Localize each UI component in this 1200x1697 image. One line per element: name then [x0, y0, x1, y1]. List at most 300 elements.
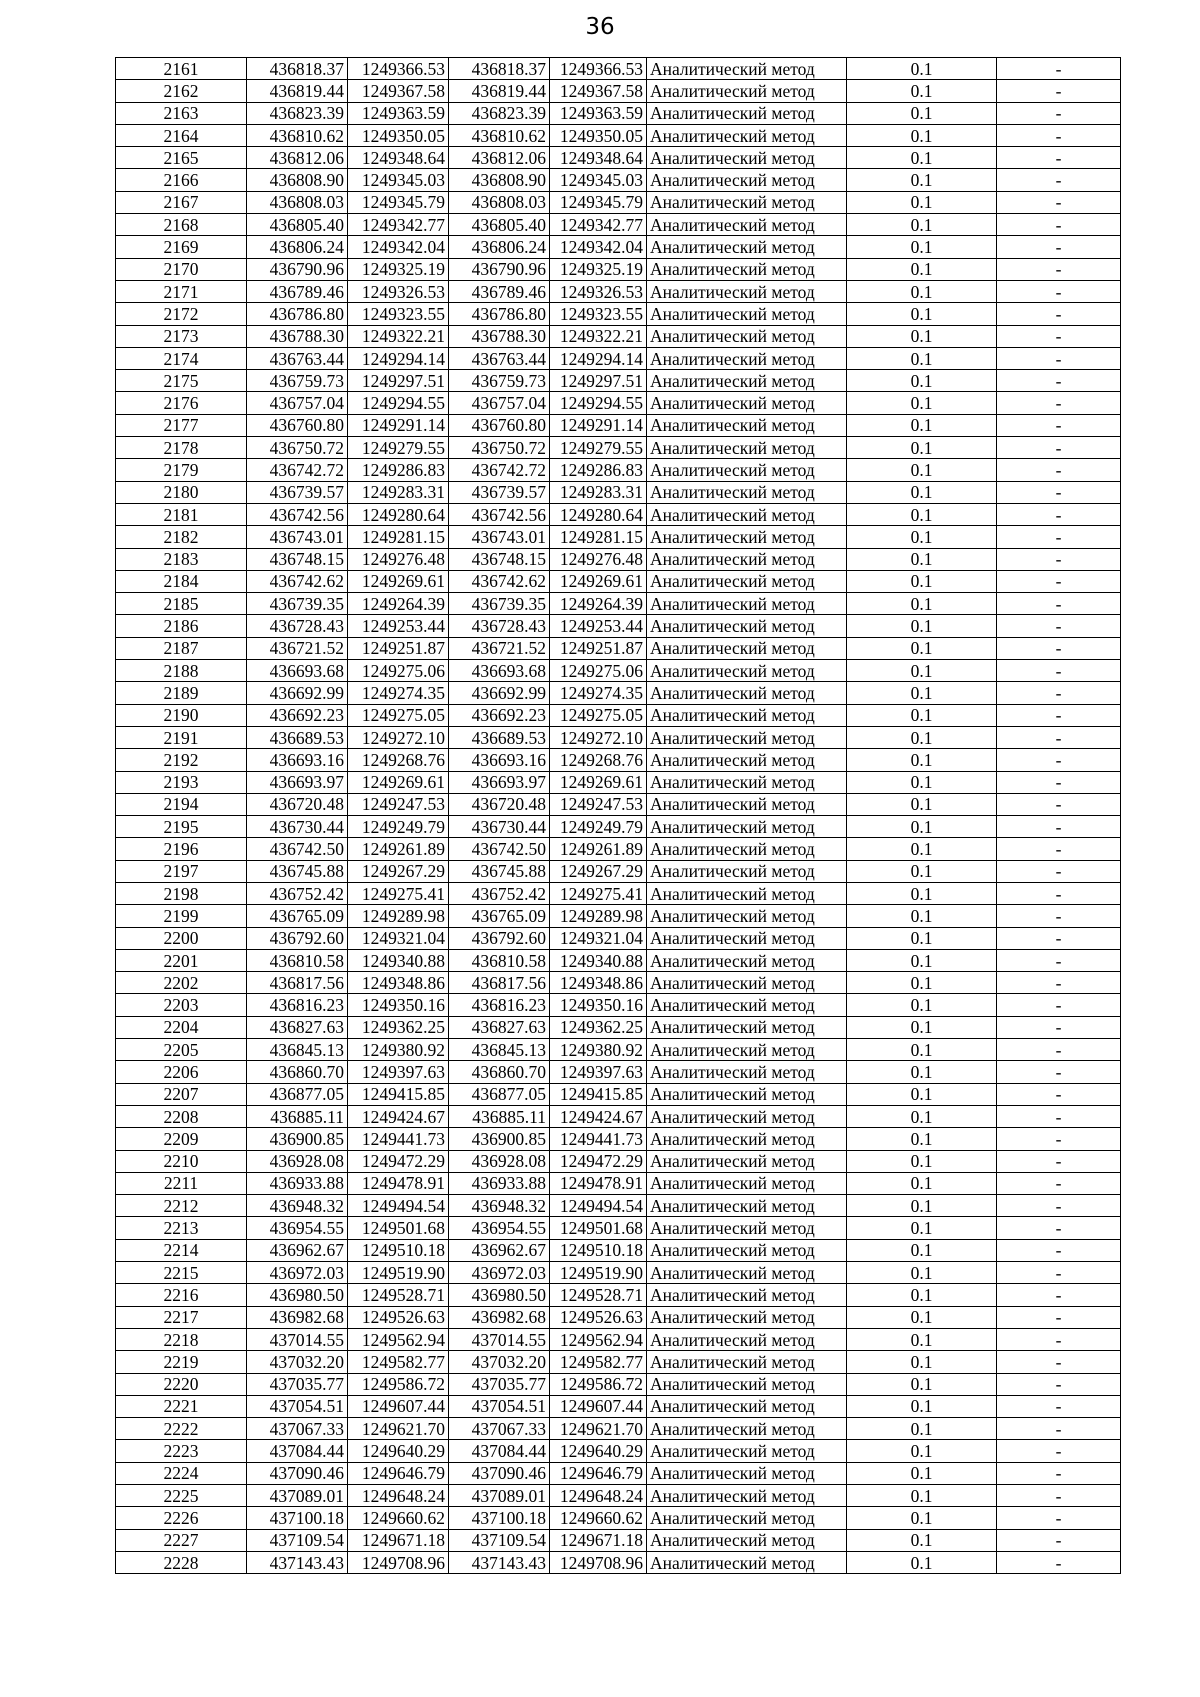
point-number-cell: 2192: [116, 749, 247, 771]
accuracy-cell: 0.1: [847, 503, 997, 525]
description-cell: -: [997, 704, 1121, 726]
point-number-cell: 2203: [116, 994, 247, 1016]
accuracy-cell: 0.1: [847, 370, 997, 392]
existing-x-cell: 436810.58: [247, 949, 348, 971]
table-row: [116, 303, 1121, 325]
new-y-cell: 1249283.31: [550, 481, 647, 503]
table-row: [116, 1529, 1121, 1551]
description-cell: -: [997, 124, 1121, 146]
existing-y-cell: 1249519.90: [348, 1262, 449, 1284]
new-y-cell: 1249708.96: [550, 1551, 647, 1573]
method-cell: Аналитический метод: [647, 1418, 847, 1440]
point-number-cell: 2206: [116, 1061, 247, 1083]
accuracy-cell: 0.1: [847, 949, 997, 971]
new-y-cell: 1249501.68: [550, 1217, 647, 1239]
new-y-cell: 1249294.55: [550, 392, 647, 414]
description-cell: -: [997, 147, 1121, 169]
point-number-cell: 2211: [116, 1172, 247, 1194]
existing-y-cell: 1249342.04: [348, 236, 449, 258]
existing-y-cell: 1249472.29: [348, 1150, 449, 1172]
accuracy-cell: 0.1: [847, 1373, 997, 1395]
new-y-cell: 1249279.55: [550, 437, 647, 459]
table-row: [116, 570, 1121, 592]
existing-x-cell: 436788.30: [247, 325, 348, 347]
new-y-cell: 1249326.53: [550, 280, 647, 302]
new-x-cell: 436693.68: [449, 660, 550, 682]
accuracy-cell: 0.1: [847, 860, 997, 882]
accuracy-cell: 0.1: [847, 838, 997, 860]
method-cell: Аналитический метод: [647, 526, 847, 548]
table-row: [116, 548, 1121, 570]
point-number-cell: 2225: [116, 1485, 247, 1507]
existing-y-cell: 1249281.15: [348, 526, 449, 548]
existing-x-cell: 436730.44: [247, 816, 348, 838]
existing-y-cell: 1249251.87: [348, 637, 449, 659]
description-cell: -: [997, 280, 1121, 302]
existing-y-cell: 1249640.29: [348, 1440, 449, 1462]
description-cell: -: [997, 1239, 1121, 1261]
point-number-cell: 2164: [116, 124, 247, 146]
method-cell: Аналитический метод: [647, 58, 847, 80]
existing-x-cell: 436693.68: [247, 660, 348, 682]
accuracy-cell: 0.1: [847, 1262, 997, 1284]
table-row: [116, 437, 1121, 459]
table-row: [116, 704, 1121, 726]
table-row: [116, 994, 1121, 1016]
accuracy-cell: 0.1: [847, 994, 997, 1016]
new-x-cell: 436948.32: [449, 1195, 550, 1217]
existing-y-cell: 1249441.73: [348, 1128, 449, 1150]
method-cell: Аналитический метод: [647, 347, 847, 369]
new-x-cell: 436982.68: [449, 1306, 550, 1328]
method-cell: Аналитический метод: [647, 1440, 847, 1462]
new-y-cell: 1249648.24: [550, 1485, 647, 1507]
existing-y-cell: 1249586.72: [348, 1373, 449, 1395]
existing-x-cell: 436805.40: [247, 214, 348, 236]
accuracy-cell: 0.1: [847, 1395, 997, 1417]
existing-x-cell: 436742.62: [247, 570, 348, 592]
table-row: [116, 1373, 1121, 1395]
table-row: [116, 526, 1121, 548]
point-number-cell: 2163: [116, 102, 247, 124]
existing-x-cell: 436739.35: [247, 593, 348, 615]
method-cell: Аналитический метод: [647, 392, 847, 414]
description-cell: -: [997, 1039, 1121, 1061]
existing-y-cell: 1249621.70: [348, 1418, 449, 1440]
new-x-cell: 436757.04: [449, 392, 550, 414]
new-y-cell: 1249380.92: [550, 1039, 647, 1061]
point-number-cell: 2172: [116, 303, 247, 325]
method-cell: Аналитический метод: [647, 147, 847, 169]
point-number-cell: 2198: [116, 882, 247, 904]
method-cell: Аналитический метод: [647, 1351, 847, 1373]
existing-x-cell: 436760.80: [247, 414, 348, 436]
existing-y-cell: 1249279.55: [348, 437, 449, 459]
existing-y-cell: 1249362.25: [348, 1016, 449, 1038]
new-y-cell: 1249325.19: [550, 258, 647, 280]
existing-y-cell: 1249249.79: [348, 816, 449, 838]
new-y-cell: 1249276.48: [550, 548, 647, 570]
table-row: [116, 1306, 1121, 1328]
new-x-cell: 436742.62: [449, 570, 550, 592]
existing-y-cell: 1249363.59: [348, 102, 449, 124]
description-cell: -: [997, 615, 1121, 637]
accuracy-cell: 0.1: [847, 593, 997, 615]
method-cell: Аналитический метод: [647, 615, 847, 637]
table-row: [116, 1440, 1121, 1462]
existing-y-cell: 1249294.55: [348, 392, 449, 414]
new-x-cell: 437014.55: [449, 1328, 550, 1350]
new-y-cell: 1249340.88: [550, 949, 647, 971]
description-cell: -: [997, 660, 1121, 682]
method-cell: Аналитический метод: [647, 1551, 847, 1573]
existing-y-cell: 1249269.61: [348, 771, 449, 793]
method-cell: Аналитический метод: [647, 548, 847, 570]
method-cell: Аналитический метод: [647, 1239, 847, 1261]
method-cell: Аналитический метод: [647, 1128, 847, 1150]
table-row: [116, 1462, 1121, 1484]
accuracy-cell: 0.1: [847, 548, 997, 570]
new-y-cell: 1249510.18: [550, 1239, 647, 1261]
method-cell: Аналитический метод: [647, 414, 847, 436]
accuracy-cell: 0.1: [847, 1551, 997, 1573]
new-x-cell: 436760.80: [449, 414, 550, 436]
existing-x-cell: 436877.05: [247, 1083, 348, 1105]
existing-x-cell: 436819.44: [247, 80, 348, 102]
accuracy-cell: 0.1: [847, 1128, 997, 1150]
table-row: [116, 191, 1121, 213]
existing-x-cell: 436752.42: [247, 882, 348, 904]
description-cell: -: [997, 570, 1121, 592]
accuracy-cell: 0.1: [847, 1195, 997, 1217]
point-number-cell: 2215: [116, 1262, 247, 1284]
existing-y-cell: 1249291.14: [348, 414, 449, 436]
new-x-cell: 436739.57: [449, 481, 550, 503]
point-number-cell: 2171: [116, 280, 247, 302]
table-row: [116, 58, 1121, 80]
description-cell: -: [997, 1328, 1121, 1350]
point-number-cell: 2202: [116, 972, 247, 994]
method-cell: Аналитический метод: [647, 570, 847, 592]
method-cell: Аналитический метод: [647, 905, 847, 927]
existing-x-cell: 436933.88: [247, 1172, 348, 1194]
description-cell: -: [997, 1551, 1121, 1573]
existing-x-cell: 437032.20: [247, 1351, 348, 1373]
point-number-cell: 2201: [116, 949, 247, 971]
new-x-cell: 436742.56: [449, 503, 550, 525]
new-x-cell: 436743.01: [449, 526, 550, 548]
method-cell: Аналитический метод: [647, 994, 847, 1016]
table-row: [116, 593, 1121, 615]
existing-x-cell: 436808.03: [247, 191, 348, 213]
existing-x-cell: 436972.03: [247, 1262, 348, 1284]
new-x-cell: 436739.35: [449, 593, 550, 615]
point-number-cell: 2207: [116, 1083, 247, 1105]
existing-y-cell: 1249261.89: [348, 838, 449, 860]
accuracy-cell: 0.1: [847, 1039, 997, 1061]
existing-y-cell: 1249494.54: [348, 1195, 449, 1217]
new-x-cell: 436818.37: [449, 58, 550, 80]
new-y-cell: 1249251.87: [550, 637, 647, 659]
existing-x-cell: 436954.55: [247, 1217, 348, 1239]
point-number-cell: 2185: [116, 593, 247, 615]
new-x-cell: 436789.46: [449, 280, 550, 302]
accuracy-cell: 0.1: [847, 58, 997, 80]
method-cell: Аналитический метод: [647, 882, 847, 904]
new-y-cell: 1249321.04: [550, 927, 647, 949]
new-x-cell: 436819.44: [449, 80, 550, 102]
point-number-cell: 2166: [116, 169, 247, 191]
description-cell: -: [997, 1373, 1121, 1395]
existing-y-cell: 1249323.55: [348, 303, 449, 325]
new-x-cell: 436823.39: [449, 102, 550, 124]
description-cell: -: [997, 1529, 1121, 1551]
point-number-cell: 2199: [116, 905, 247, 927]
new-x-cell: 436745.88: [449, 860, 550, 882]
description-cell: -: [997, 58, 1121, 80]
existing-x-cell: 437054.51: [247, 1395, 348, 1417]
table-row: [116, 1239, 1121, 1261]
accuracy-cell: 0.1: [847, 816, 997, 838]
point-number-cell: 2212: [116, 1195, 247, 1217]
existing-y-cell: 1249268.76: [348, 749, 449, 771]
point-number-cell: 2167: [116, 191, 247, 213]
point-number-cell: 2218: [116, 1328, 247, 1350]
existing-y-cell: 1249607.44: [348, 1395, 449, 1417]
method-cell: Аналитический метод: [647, 1016, 847, 1038]
point-number-cell: 2180: [116, 481, 247, 503]
existing-x-cell: 436692.99: [247, 682, 348, 704]
table-row: [116, 1172, 1121, 1194]
new-x-cell: 436877.05: [449, 1083, 550, 1105]
method-cell: Аналитический метод: [647, 726, 847, 748]
point-number-cell: 2205: [116, 1039, 247, 1061]
existing-x-cell: 436928.08: [247, 1150, 348, 1172]
method-cell: Аналитический метод: [647, 236, 847, 258]
existing-y-cell: 1249269.61: [348, 570, 449, 592]
table-row: [116, 370, 1121, 392]
method-cell: Аналитический метод: [647, 1105, 847, 1127]
point-number-cell: 2210: [116, 1150, 247, 1172]
new-x-cell: 436692.99: [449, 682, 550, 704]
table-row: [116, 726, 1121, 748]
coordinates-table-body: [116, 58, 1121, 1574]
existing-x-cell: 436728.43: [247, 615, 348, 637]
method-cell: Аналитический метод: [647, 1395, 847, 1417]
table-row: [116, 771, 1121, 793]
point-number-cell: 2184: [116, 570, 247, 592]
existing-x-cell: 437100.18: [247, 1507, 348, 1529]
description-cell: -: [997, 1306, 1121, 1328]
method-cell: Аналитический метод: [647, 816, 847, 838]
point-number-cell: 2223: [116, 1440, 247, 1462]
table-row: [116, 236, 1121, 258]
existing-x-cell: 436792.60: [247, 927, 348, 949]
description-cell: -: [997, 972, 1121, 994]
table-row: [116, 1328, 1121, 1350]
table-row: [116, 347, 1121, 369]
existing-y-cell: 1249297.51: [348, 370, 449, 392]
method-cell: Аналитический метод: [647, 927, 847, 949]
method-cell: Аналитический метод: [647, 838, 847, 860]
new-y-cell: 1249582.77: [550, 1351, 647, 1373]
new-y-cell: 1249291.14: [550, 414, 647, 436]
existing-y-cell: 1249366.53: [348, 58, 449, 80]
new-y-cell: 1249586.72: [550, 1373, 647, 1395]
existing-y-cell: 1249367.58: [348, 80, 449, 102]
new-x-cell: 437143.43: [449, 1551, 550, 1573]
new-x-cell: 436885.11: [449, 1105, 550, 1127]
new-x-cell: 437032.20: [449, 1351, 550, 1373]
new-x-cell: 436720.48: [449, 793, 550, 815]
new-y-cell: 1249345.03: [550, 169, 647, 191]
description-cell: -: [997, 637, 1121, 659]
table-row: [116, 1195, 1121, 1217]
new-y-cell: 1249671.18: [550, 1529, 647, 1551]
new-x-cell: 436728.43: [449, 615, 550, 637]
new-x-cell: 437100.18: [449, 1507, 550, 1529]
method-cell: Аналитический метод: [647, 214, 847, 236]
table-row: [116, 169, 1121, 191]
new-y-cell: 1249269.61: [550, 570, 647, 592]
accuracy-cell: 0.1: [847, 793, 997, 815]
existing-y-cell: 1249510.18: [348, 1239, 449, 1261]
method-cell: Аналитический метод: [647, 169, 847, 191]
point-number-cell: 2208: [116, 1105, 247, 1127]
new-y-cell: 1249322.21: [550, 325, 647, 347]
description-cell: -: [997, 191, 1121, 213]
new-y-cell: 1249289.98: [550, 905, 647, 927]
new-y-cell: 1249348.64: [550, 147, 647, 169]
new-y-cell: 1249272.10: [550, 726, 647, 748]
point-number-cell: 2227: [116, 1529, 247, 1551]
existing-x-cell: 436962.67: [247, 1239, 348, 1261]
new-x-cell: 436928.08: [449, 1150, 550, 1172]
method-cell: Аналитический метод: [647, 124, 847, 146]
existing-x-cell: 436739.57: [247, 481, 348, 503]
table-row: [116, 1485, 1121, 1507]
new-x-cell: 436792.60: [449, 927, 550, 949]
accuracy-cell: 0.1: [847, 147, 997, 169]
new-x-cell: 436806.24: [449, 236, 550, 258]
method-cell: Аналитический метод: [647, 325, 847, 347]
accuracy-cell: 0.1: [847, 236, 997, 258]
new-x-cell: 437109.54: [449, 1529, 550, 1551]
new-y-cell: 1249294.14: [550, 347, 647, 369]
existing-x-cell: 436982.68: [247, 1306, 348, 1328]
existing-y-cell: 1249272.10: [348, 726, 449, 748]
method-cell: Аналитический метод: [647, 793, 847, 815]
existing-x-cell: 436823.39: [247, 102, 348, 124]
new-y-cell: 1249275.41: [550, 882, 647, 904]
point-number-cell: 2162: [116, 80, 247, 102]
existing-y-cell: 1249247.53: [348, 793, 449, 815]
point-number-cell: 2213: [116, 1217, 247, 1239]
accuracy-cell: 0.1: [847, 80, 997, 102]
method-cell: Аналитический метод: [647, 972, 847, 994]
table-row: [116, 1395, 1121, 1417]
new-x-cell: 436962.67: [449, 1239, 550, 1261]
table-row: [116, 749, 1121, 771]
description-cell: -: [997, 548, 1121, 570]
point-number-cell: 2217: [116, 1306, 247, 1328]
accuracy-cell: 0.1: [847, 637, 997, 659]
new-y-cell: 1249348.86: [550, 972, 647, 994]
existing-y-cell: 1249286.83: [348, 459, 449, 481]
existing-x-cell: 436759.73: [247, 370, 348, 392]
point-number-cell: 2197: [116, 860, 247, 882]
table-row: [116, 80, 1121, 102]
new-y-cell: 1249350.05: [550, 124, 647, 146]
accuracy-cell: 0.1: [847, 1529, 997, 1551]
table-row: [116, 1507, 1121, 1529]
existing-y-cell: 1249501.68: [348, 1217, 449, 1239]
new-y-cell: 1249269.61: [550, 771, 647, 793]
point-number-cell: 2222: [116, 1418, 247, 1440]
point-number-cell: 2195: [116, 816, 247, 838]
point-number-cell: 2224: [116, 1462, 247, 1484]
table-row: [116, 972, 1121, 994]
accuracy-cell: 0.1: [847, 414, 997, 436]
table-row: [116, 660, 1121, 682]
new-y-cell: 1249268.76: [550, 749, 647, 771]
existing-x-cell: 436720.48: [247, 793, 348, 815]
description-cell: -: [997, 526, 1121, 548]
new-y-cell: 1249275.06: [550, 660, 647, 682]
point-number-cell: 2165: [116, 147, 247, 169]
point-number-cell: 2174: [116, 347, 247, 369]
point-number-cell: 2169: [116, 236, 247, 258]
page-number: 36: [585, 14, 615, 40]
point-number-cell: 2189: [116, 682, 247, 704]
description-cell: -: [997, 102, 1121, 124]
accuracy-cell: 0.1: [847, 392, 997, 414]
accuracy-cell: 0.1: [847, 280, 997, 302]
new-x-cell: 436763.44: [449, 347, 550, 369]
existing-x-cell: 436948.32: [247, 1195, 348, 1217]
new-x-cell: 437089.01: [449, 1485, 550, 1507]
existing-y-cell: 1249340.88: [348, 949, 449, 971]
point-number-cell: 2214: [116, 1239, 247, 1261]
description-cell: -: [997, 347, 1121, 369]
existing-x-cell: 436885.11: [247, 1105, 348, 1127]
accuracy-cell: 0.1: [847, 704, 997, 726]
existing-x-cell: 437089.01: [247, 1485, 348, 1507]
point-number-cell: 2190: [116, 704, 247, 726]
new-y-cell: 1249323.55: [550, 303, 647, 325]
accuracy-cell: 0.1: [847, 214, 997, 236]
table-row: [116, 882, 1121, 904]
description-cell: -: [997, 793, 1121, 815]
accuracy-cell: 0.1: [847, 169, 997, 191]
existing-y-cell: 1249348.64: [348, 147, 449, 169]
description-cell: -: [997, 927, 1121, 949]
accuracy-cell: 0.1: [847, 437, 997, 459]
existing-y-cell: 1249276.48: [348, 548, 449, 570]
description-cell: -: [997, 1172, 1121, 1194]
existing-x-cell: 436812.06: [247, 147, 348, 169]
table-row: [116, 1061, 1121, 1083]
accuracy-cell: 0.1: [847, 882, 997, 904]
method-cell: Аналитический метод: [647, 503, 847, 525]
accuracy-cell: 0.1: [847, 927, 997, 949]
description-cell: -: [997, 1262, 1121, 1284]
existing-x-cell: 436827.63: [247, 1016, 348, 1038]
new-y-cell: 1249526.63: [550, 1306, 647, 1328]
accuracy-cell: 0.1: [847, 347, 997, 369]
description-cell: -: [997, 1217, 1121, 1239]
existing-x-cell: 436750.72: [247, 437, 348, 459]
